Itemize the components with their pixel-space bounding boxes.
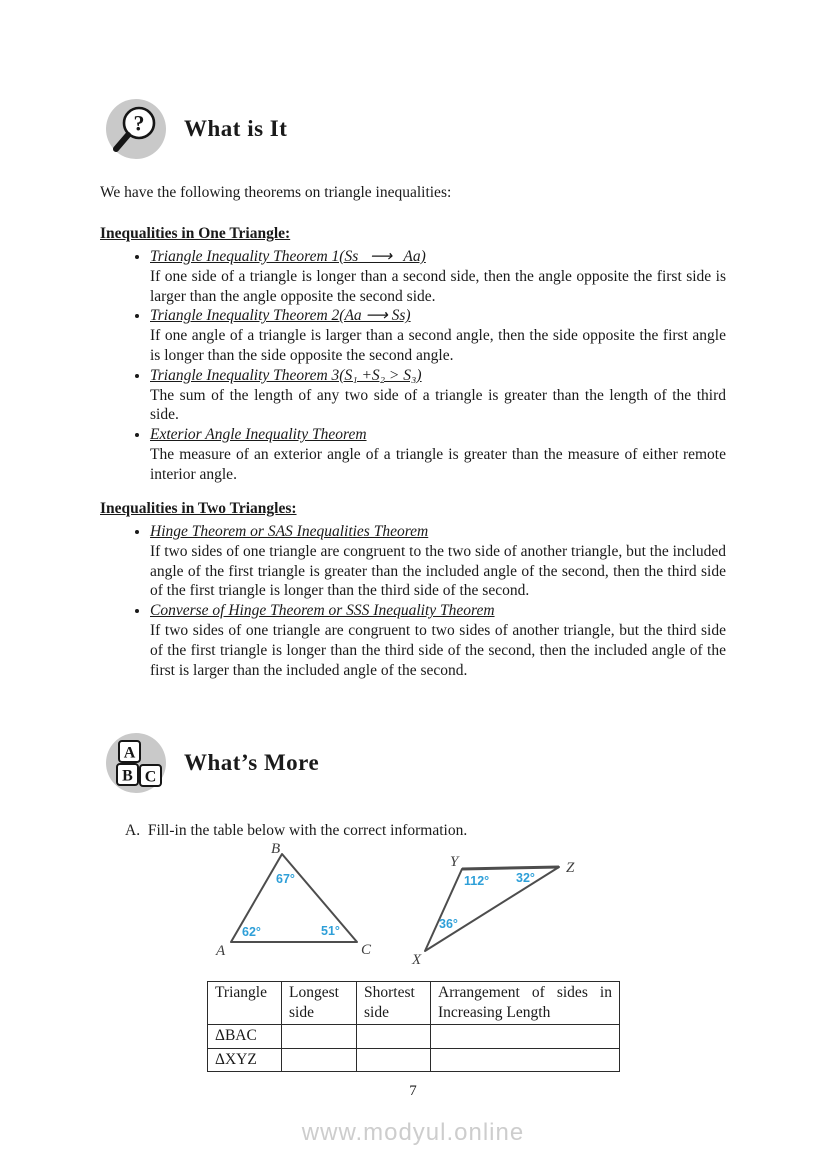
col-header-arrangement: Arrangement of sides in Increasing Length: [431, 982, 620, 1025]
triangle-xyz-figure: [406, 848, 591, 973]
answer-cell-shortest: [357, 1025, 431, 1049]
svg-text:C: C: [144, 768, 157, 786]
theorem-title: Triangle Inequality Theorem 1(Ss ⟶ Aa): [150, 248, 426, 265]
one-triangle-list: [100, 247, 726, 485]
answer-cell-shortest: [357, 1048, 431, 1072]
theorem-title: Exterior Angle Inequality Theorem: [150, 426, 367, 444]
table-row: [208, 1048, 620, 1072]
list-item: [150, 522, 726, 601]
angle-label-y: 112°: [464, 874, 490, 888]
svg-text:?: ?: [133, 110, 145, 136]
theorem-body: If one side of a triangle is longer than a second side, then the angle opposite the first side is larger than the angle opposite the second side.: [150, 267, 726, 305]
angle-label-a: 62°: [242, 925, 261, 939]
one-triangle-heading: Inequalities in One Triangle:: [100, 225, 291, 242]
svg-text:B: B: [122, 767, 133, 785]
vertex-label-z: Z: [566, 860, 575, 876]
svg-text:A: A: [123, 744, 136, 762]
vertex-label-a: A: [216, 943, 226, 959]
section-title-whats-more: What’s More: [184, 750, 320, 775]
col-header-longest-side: Longest side: [282, 982, 357, 1025]
list-item: [150, 306, 726, 365]
theorem-body: If two sides of one triangle are congruent to the two side of another triangle, but the included angle of the first triangle is greater than the included angle of the second, then the third side of the first triangle is longer than the third side of the second.: [150, 542, 726, 600]
two-triangles-block: [100, 499, 726, 680]
vertex-label-y: Y: [450, 854, 459, 870]
theorem-title: Converse of Hinge Theorem or SSS Inequality Theorem: [150, 602, 495, 620]
table-row: [208, 1025, 620, 1049]
col-header-triangle: Triangle: [208, 982, 282, 1025]
theorem-title: Triangle Inequality Theorem 3(S₁ +S₂ > S₃): [150, 366, 422, 384]
theorem-title: Hinge Theorem or SAS Inequalities Theorem: [150, 523, 429, 540]
angle-label-x: 36°: [439, 917, 458, 931]
triangle-bac-figure: [213, 840, 398, 970]
vertex-label-x: X: [412, 952, 422, 968]
angle-label-b: 67°: [276, 872, 295, 886]
list-item: [150, 425, 726, 484]
col-header-shortest-side: Shortest side: [357, 982, 431, 1025]
abc-blocks-icon: [106, 733, 166, 793]
one-triangle-block: [100, 224, 726, 485]
fill-in-instruction: A. Fill-in the table below with the correct information.: [125, 822, 468, 839]
triangle-name-cell: ΔBAC: [208, 1025, 282, 1049]
section-title-what-is-it: What is It: [184, 116, 288, 141]
list-item: [150, 601, 726, 680]
intro-paragraph: We have the following theorems on triangle inequalities:: [100, 184, 452, 201]
magnifier-question-icon: [106, 99, 166, 159]
angle-label-z: 32°: [516, 871, 535, 885]
theorem-body: If one angle of a triangle is larger than a second angle, then the side opposite the first angle is longer than the side opposite the second angle.: [150, 327, 726, 364]
answer-cell-longest: [282, 1048, 357, 1072]
two-triangles-list: [100, 522, 726, 680]
answer-cell-longest: [282, 1025, 357, 1049]
theorem-body: The sum of the length of any two side of a triangle is greater than the length of the third side.: [150, 386, 726, 424]
vertex-label-c: C: [361, 942, 372, 958]
list-item: [150, 366, 726, 425]
watermark: www.modyul.online: [301, 1119, 525, 1146]
theorem-body: The measure of an exterior angle of a triangle is greater than the measure of either remote interior angle.: [150, 445, 726, 483]
triangle-name-cell: ΔXYZ: [208, 1048, 282, 1072]
whats-more-header: [106, 733, 319, 793]
two-triangles-heading: Inequalities in Two Triangles:: [100, 500, 297, 517]
list-item: [150, 247, 726, 306]
theorem-body: If two sides of one triangle are congruent to two sides of another triangle, but the third side of the first triangle is longer than the third side of the second, then the included angle of the first is larger than the included angle of the second.: [150, 621, 726, 679]
answer-cell-arrangement: [431, 1025, 620, 1049]
page-number: 7: [409, 1083, 417, 1099]
vertex-label-b: B: [271, 841, 281, 857]
fill-in-table: [207, 981, 620, 1072]
angle-label-c: 51°: [321, 924, 340, 938]
what-is-it-header: [106, 99, 287, 159]
answer-cell-arrangement: [431, 1048, 620, 1072]
theorem-title: Triangle Inequality Theorem 2(Aa ⟶ Ss): [150, 307, 411, 325]
table-header-row: [208, 982, 620, 1025]
